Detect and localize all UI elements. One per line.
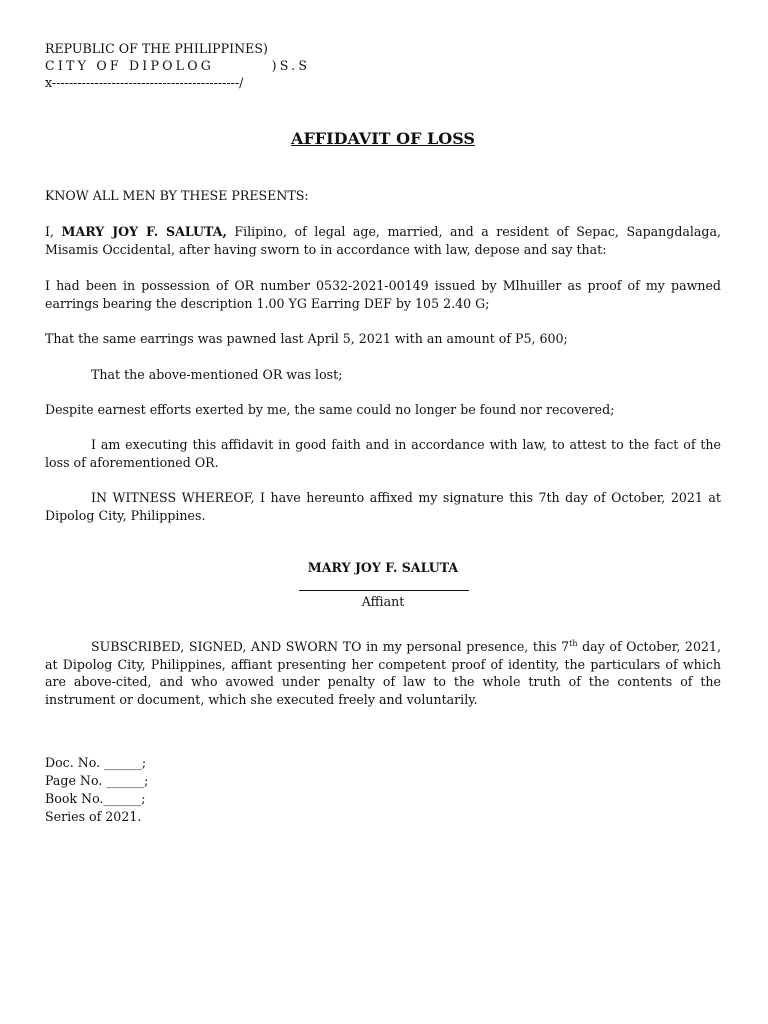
notarial-register xyxy=(45,754,148,826)
series-year: Series of 2021. xyxy=(45,809,142,824)
book-number: Book No.______; xyxy=(45,791,146,806)
header-separator: x--------------------------------------------/ xyxy=(45,75,244,90)
intro-paragraph: KNOW ALL MEN BY THESE PRESENTS: xyxy=(45,188,309,203)
p1-prefix: I, xyxy=(45,224,62,239)
header-city: CITY OF DIPOLOG )S.S xyxy=(45,58,311,73)
jurat-superscript: th xyxy=(569,638,578,648)
doc-number: Doc. No. ______; xyxy=(45,755,147,770)
page-number: Page No. ______; xyxy=(45,773,149,788)
jurat-part1: SUBSCRIBED, SIGNED, AND SWORN TO in my personal presence, this 7 xyxy=(91,639,570,654)
paragraph-efforts: Despite earnest efforts exerted by me, the same could no longer be found nor recovered; xyxy=(45,402,615,417)
signature-caption: Affiant xyxy=(361,594,405,609)
paragraph-pawned: That the same earrings was pawned last April 5, 2021 with an amount of P5, 600; xyxy=(45,331,568,346)
document-title: AFFIDAVIT OF LOSS xyxy=(291,129,475,148)
signature-name: MARY JOY F. SALUTA xyxy=(307,560,459,575)
paragraph-jurat xyxy=(45,638,721,708)
jurat-part2: day of October, 2021, at Dipolog City, Philippines, affiant presenting her competent proof of identity, the particulars of which are above-cited, and who avowed under penalty of law to the whole truth of the contents of the instrument or document, which she executed freely and voluntarily. xyxy=(45,639,721,707)
paragraph-lost: That the above-mentioned OR was lost; xyxy=(91,367,343,382)
header-republic: REPUBLIC OF THE PHILIPPINES) xyxy=(45,41,268,56)
affiant-name-inline: MARY JOY F. SALUTA, xyxy=(61,224,227,239)
signature-line xyxy=(299,590,469,591)
p1-rest: Filipino, of legal age, married, and a resident of Sepac, Sapangdalaga, Misamis Occidental, after having sworn to in accordance with law, depose and say that: xyxy=(45,224,722,257)
paragraph-good-faith: I am executing this affidavit in good faith and in accordance with law, to attest to the fact of the loss of aforementioned OR. xyxy=(45,437,721,470)
paragraph-witness: IN WITNESS WHEREOF, I have hereunto affixed my signature this 7th day of October, 2021 at Dipolog City, Philippines. xyxy=(45,490,721,523)
paragraph-affiant-identity xyxy=(45,223,721,258)
paragraph-possession: I had been in possession of OR number 0532-2021-00149 issued by Mlhuiller as proof of my pawned earrings bearing the description 1.00 YG Earring DEF by 105 2.40 G; xyxy=(45,278,721,311)
